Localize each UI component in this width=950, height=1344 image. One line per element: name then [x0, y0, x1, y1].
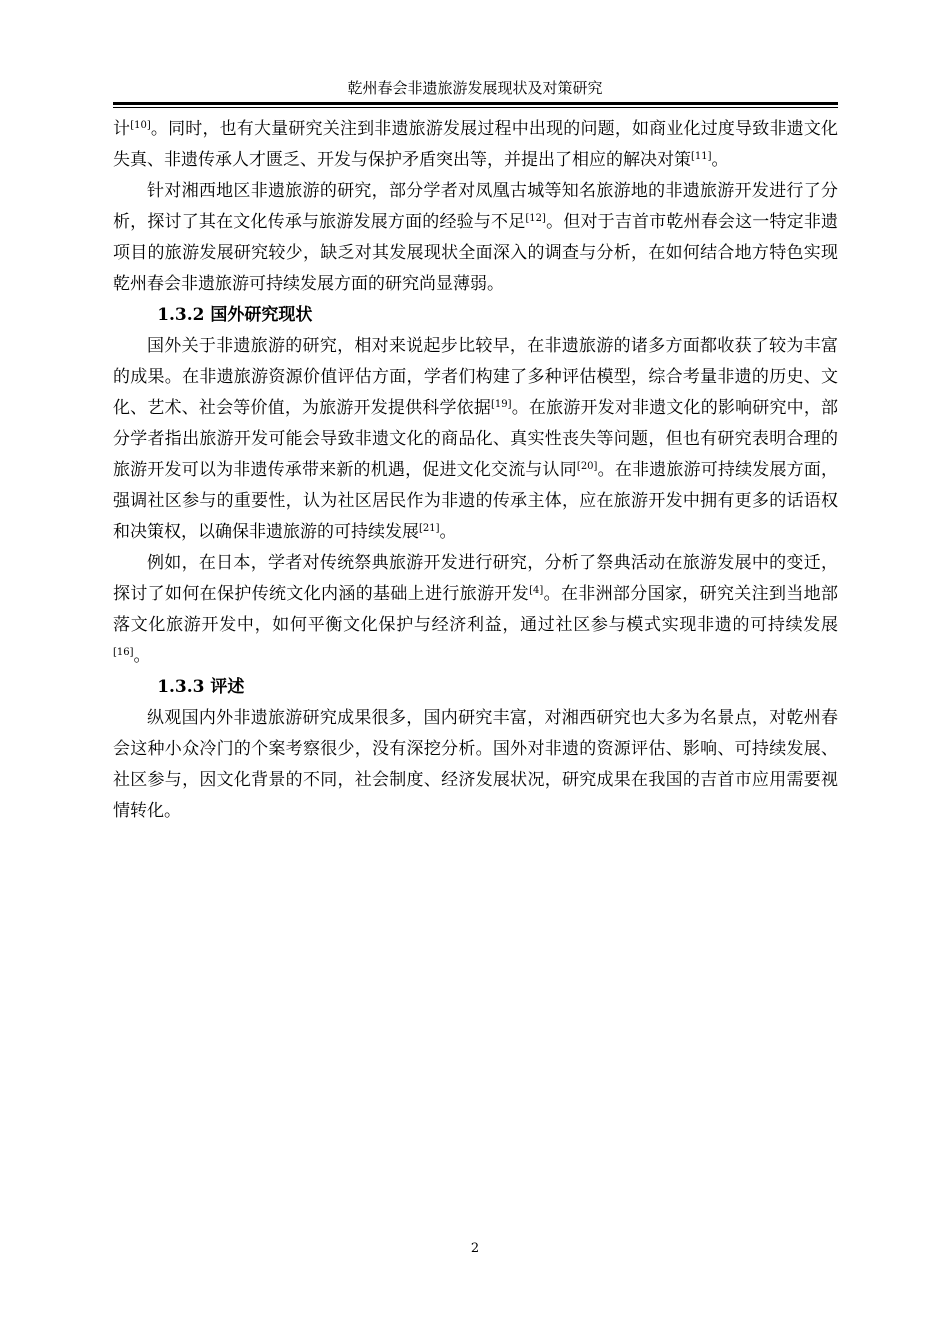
paragraph-text: 。同时，也有大量研究关注到非遗旅游发展过程中出现的问题，如商业化过度导致非遗文化失真、非遗传承人才匮乏、开发与保护矛盾突出等，并提出了相应的解决对策	[113, 119, 839, 170]
page-number: 2	[470, 1241, 480, 1256]
body-paragraph	[113, 331, 838, 548]
body-paragraph	[113, 114, 838, 176]
paragraph-text: 。	[439, 522, 457, 542]
citation-marker: [4]	[529, 585, 544, 596]
paragraph-text: 国外关于非遗旅游的研究，相对来说起步比较早，在非遗旅游的诸多方面都收获了较为丰富的成果。在非遗旅游资源价值评估方面，学者们构建了多种评估模型，综合考量非遗的历史、文化、艺术、社会等价值，为旅游开发提供科学依据	[113, 336, 838, 418]
paragraph-text: 。在非遗旅游可持续发展方面，强调社区参与的重要性，认为社区居民作为非遗的传承主体，应在旅游开发中拥有更多的话语权和决策权，以确保非遗旅游的可持续发展	[113, 460, 839, 542]
body-paragraph	[113, 703, 838, 827]
citation-marker: [16]	[113, 647, 134, 658]
paragraph-text: 。在旅游开发对非遗文化的影响研究中，部分学者指出旅游开发可能会导致非遗文化的商品化、真实性丧失等问题，但也有研究表明合理的旅游开发可以为非遗传承带来新的机遇，促进文化交流与认同	[113, 398, 839, 480]
section-heading-1-3-2: 1.3.2 国外研究现状	[157, 305, 313, 325]
section-heading-1-3-3: 1.3.3 评述	[157, 677, 245, 697]
paragraph-text: 针对湘西地区非遗旅游的研究，部分学者对凤凰古城等知名旅游地的非遗旅游开发进行了分析，探讨了其在文化传承与旅游发展方面的经验与不足	[113, 181, 838, 232]
citation-marker: [10]	[130, 120, 151, 131]
paragraph-text: 。	[133, 646, 151, 666]
paragraph-text: 例如，在日本，学者对传统祭典旅游开发进行研究，分析了祭典活动在旅游发展中的变迁，探讨了如何在保护传统文化内涵的基础上进行旅游开发	[113, 553, 838, 604]
paragraph-text: 。在非洲部分国家，研究关注到当地部落文化旅游开发中，如何平衡文化保护与经济利益，通过社区参与模式实现非遗的可持续发展	[113, 584, 838, 635]
header-rule-thick	[113, 102, 838, 105]
body-paragraph	[113, 548, 838, 672]
body-paragraph	[113, 176, 838, 300]
citation-marker: [19]	[491, 399, 512, 410]
paragraph-text: 计	[113, 119, 131, 139]
paragraph-text: 纵观国内外非遗旅游研究成果很多，国内研究丰富，对湘西研究也大多为名景点，对乾州春会这种小众冷门的个案考察很少，没有深挖分析。国外对非遗的资源评估、影响、可持续发展、社区参与，因文化背景的不同，社会制度、经济发展状况，研究成果在我国的吉首市应用需要视情转化。	[113, 708, 838, 821]
citation-marker: [21]	[419, 523, 440, 534]
citation-marker: [12]	[525, 213, 546, 224]
paragraph-text: 。	[711, 150, 729, 170]
paragraph-text: 。但对于吉首市乾州春会这一特定非遗项目的旅游发展研究较少，缺乏对其发展现状全面深入的调查与分析，在如何结合地方特色实现乾州春会非遗旅游可持续发展方面的研究尚显薄弱。	[113, 212, 839, 294]
page-body	[113, 114, 838, 827]
header-rule-thin	[113, 107, 838, 108]
citation-marker: [20]	[576, 461, 598, 472]
running-header-title: 乾州春会非遗旅游发展现状及对策研究	[347, 79, 603, 97]
citation-marker: [11]	[691, 151, 712, 162]
